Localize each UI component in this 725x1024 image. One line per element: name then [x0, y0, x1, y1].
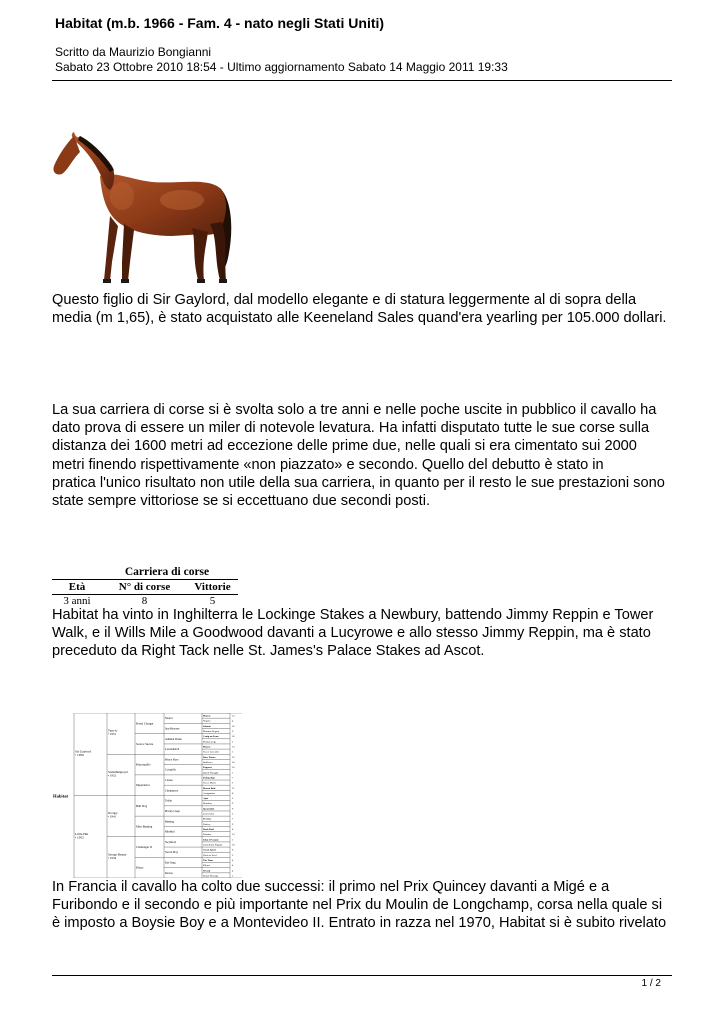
pedigree-gen3: Imperatrice: [136, 783, 150, 788]
pedigree-grandparent: Somethingroyal: [108, 769, 128, 774]
pedigree-gen5: Royal Message: [203, 874, 219, 878]
pedigree-gen5: Rose Prince: [203, 755, 216, 759]
pedigree-family-number: 1: [232, 750, 234, 754]
paragraph-line: La sua carriera di corse si è svolta solo a tre anni e nelle poche uscite in pubblico il cavallo ha: [52, 402, 657, 418]
pedigree-gen4: Prince Rose: [165, 758, 179, 762]
pedigree-gen5: Ajax: [203, 797, 209, 801]
pedigree-gen4: Cosquilla: [165, 768, 176, 772]
pedigree-gen5: Concertina: [203, 812, 214, 816]
pedigree-family-number: 3: [232, 812, 234, 816]
pedigree-family-number: 13: [232, 745, 235, 749]
pedigree-gen3: Source Sucrée: [136, 741, 154, 746]
paragraph-line: Furibondo e il secondo e più importante nel Prix du Moulin de Longchamp, corsa nella quale si: [52, 897, 663, 914]
pedigree-gen4: Swynford: [165, 840, 177, 844]
pedigree-chart: [52, 713, 242, 878]
paragraph-line: Questo figlio di Sir Gaylord, dal modello elegante e di statura leggermente al di sopra della: [52, 292, 637, 308]
pedigree-gen4: Mirthful: [165, 830, 175, 834]
pedigree-gen5: Indolence: [203, 760, 213, 764]
paragraph-line: Habitat ha vinto in Inghilterra le Lockinge Stakes a Newbury, battendo Jimmy Reppin e Tower: [52, 607, 654, 623]
paragraph-line: preceduto da Right Tack nelle St. James's Palace Stakes ad Ascot.: [52, 643, 485, 660]
paragraph-line: Walk, e il Wills Mile a Goodwood davanti a Lucyrowe e allo stesso Jimmy Reppin, ma è stato: [52, 625, 651, 642]
pedigree-family-number: 16: [232, 760, 235, 764]
pedigree-gen5: Sweet Music: [203, 781, 216, 785]
author-line: Scritto da Maurizio Bongianni: [55, 45, 212, 59]
pedigree-gen4: Nearco: [165, 717, 174, 721]
table-cell: 3 anni: [63, 595, 91, 607]
paragraph-line: media (m 1,65), è stato acquistato alle Keeneland Sales quand'era yearling per 105.000 dollari.: [52, 310, 667, 327]
pedigree-grandparent: • 1951: [108, 732, 117, 737]
pedigree-gen3: Princequillo: [136, 762, 151, 767]
pedigree-family-number: 11: [232, 786, 235, 790]
pedigree-gen5: Pharos: [203, 745, 211, 749]
pedigree-family-number: 2: [232, 797, 234, 801]
pedigree-gen5: Polymelian: [203, 776, 215, 780]
pedigree-gen3: Royal Charger: [136, 721, 154, 726]
pedigree-grandparent: • 1952: [108, 773, 117, 778]
page-number: 1 / 2: [641, 978, 661, 989]
pedigree-grandparent: Savage Beauty: [108, 852, 127, 857]
pedigree-family-number: 10: [232, 766, 235, 770]
pedigree-family-number: 7: [232, 776, 234, 780]
date-line: Sabato 23 Ottobre 2010 18:54 - Ultimo aggiornamento Sabato 14 Maggio 2011 19:33: [55, 60, 508, 74]
pedigree-gen5: Puffery: [203, 822, 211, 826]
pedigree-family-number: 13: [232, 714, 235, 718]
paragraph-line: è imposto a Boysie Boy e a Montevideo II. Entrato in razza nel 1970, Habitat si è subito rivelato: [52, 915, 667, 932]
pedigree-family-number: 1: [232, 740, 234, 744]
pedigree-family-number: 7: [232, 817, 234, 821]
pedigree-family-number: 1: [232, 838, 234, 842]
pedigree-gen5: Spearmint: [203, 807, 215, 811]
pedigree-gen5: John O'Gaunt: [203, 838, 219, 842]
pedigree-grandparent: • 1941: [108, 814, 117, 819]
pedigree-gen4: Caruso: [165, 779, 173, 783]
pedigree-gen5: Brown Bud: [203, 786, 216, 790]
pedigree-family-number: 16: [232, 735, 235, 739]
footer-divider: [52, 975, 672, 976]
pedigree-gen3: Miss Bunting: [136, 824, 153, 829]
pedigree-gen5: Canterbury Pilgrim: [203, 843, 223, 847]
paragraph-4: [52, 878, 682, 933]
paragraph-1: [52, 291, 682, 327]
pedigree-gen5: Flash of Steel: [203, 853, 217, 857]
paragraph-3: [52, 606, 682, 661]
pedigree-gen5: Rondeau: [203, 802, 212, 806]
pedigree-gen4: Sword Play: [165, 851, 178, 855]
pedigree-family-number: 9: [232, 822, 234, 826]
pedigree-gen5: Dark Rail: [203, 828, 214, 832]
pedigree-gen5: Great Sport: [203, 848, 216, 852]
pedigree-gen3: Khara: [136, 865, 144, 870]
pedigree-grandparent: Turn-to: [108, 728, 118, 733]
pedigree-family-number: 9: [232, 802, 234, 806]
pedigree-family-number: 8: [232, 848, 234, 852]
pedigree-family-number: 1: [232, 874, 234, 878]
paragraph-line: pratica l'unico risultato non utile della sua carriera, in quanto per il resto le sue prestazioni sono: [52, 474, 665, 491]
pedigree-gen5: Quick Thought: [203, 771, 219, 775]
pedigree-gen5: Pharos: [203, 714, 211, 718]
career-table-title: Carriera di corse: [124, 566, 210, 578]
pedigree-gen5: Kiluna: [203, 864, 210, 868]
pedigree-gen3: Bull Dog: [136, 803, 148, 808]
pedigree-family-number: 1: [232, 771, 234, 775]
pedigree-family-number: 4: [232, 864, 234, 868]
pedigree-gen4: Admiral Drake: [165, 737, 182, 741]
pedigree-grandparent: Occupy: [108, 811, 118, 816]
header-divider: [52, 80, 672, 81]
table-cell: 5: [209, 595, 216, 607]
pedigree-family-number: 9: [232, 730, 234, 734]
pedigree-gen4: Teddy: [165, 799, 172, 803]
document-header: [55, 14, 672, 75]
career-table: [52, 566, 238, 608]
pedigree-parent: • 1959: [75, 753, 84, 758]
pedigree-gen5: Papyrus: [203, 766, 212, 770]
header-cell: N° di corse: [118, 581, 171, 593]
pedigree-gen4: Decree: [165, 871, 173, 875]
pedigree-family-number: 3: [232, 853, 234, 857]
pedigree-gen4: Bunting: [165, 820, 175, 824]
pedigree-family-number: 8: [232, 791, 234, 795]
pedigree-gen4: Sun Princess: [165, 727, 180, 731]
pedigree-family-number: 4: [232, 869, 234, 873]
pedigree-gen5: Dismiss: [203, 833, 212, 837]
pedigree-gen5: Assignation: [203, 791, 215, 795]
pedigree-gen4: Plucky Liege: [165, 809, 180, 813]
pedigree-gen5: The Finn: [203, 858, 213, 862]
career-table-header: [52, 579, 238, 595]
pedigree-gen5: Solario: [203, 724, 211, 728]
paragraph-line: In Francia il cavallo ha colto due successi: il primo nel Prix Quincey davanti a Migé e a: [52, 879, 610, 895]
pedigree-gen4: Kai-Sang: [165, 861, 176, 865]
paragraph-line: distanza dei 1600 metri ad eccezione delle prime due, nelle quali si era cimentato sui 2000: [52, 438, 637, 455]
pedigree-family-number: 2: [232, 781, 234, 785]
page-title: Habitat (m.b. 1966 - Fam. 4 - nato negli Stati Uniti): [55, 15, 385, 31]
pedigree-gen5: Craig an Eran: [203, 735, 219, 739]
table-cell: 8: [141, 595, 148, 607]
pedigree-gen4: Lavendula II: [165, 748, 180, 752]
pedigree-gen5: Wrack: [203, 869, 211, 873]
horse-illustration: [52, 130, 242, 290]
pedigree-family-number: 4: [232, 719, 234, 723]
pedigree-gen5: Sweet Lavender: [203, 750, 220, 754]
pedigree-family-number: 9: [232, 807, 234, 811]
pedigree-family-number: 4: [232, 858, 234, 862]
header-cell: Età: [68, 581, 86, 593]
pedigree-gen5: Nogara: [203, 719, 211, 723]
paragraph-line: dato prova di essere un miler di notevole levatura. Ha infatti disputato tutte le sue corse sulla: [52, 420, 650, 437]
paragraph-line: metri finendo rispettivamente «non piazzato» e secondo. Quello del debutto è stato in: [52, 456, 604, 473]
pedigree-family-number: 23: [232, 833, 235, 837]
header-cell: Vittorie: [194, 581, 231, 593]
paragraph-2: [52, 401, 682, 510]
pedigree-parent: • 1952: [75, 835, 84, 840]
pedigree-gen5: Plucky Liege: [203, 740, 217, 744]
paragraph-line: state sempre vittoriose se si eccettuano due secondi posti.: [52, 493, 431, 510]
pedigree-parent: Sir Gaylord: [75, 749, 91, 754]
pedigree-family-number: 16: [232, 724, 235, 728]
pedigree-parent: Little Hut: [75, 831, 89, 836]
pedigree-grandparent: • 1934: [108, 855, 117, 860]
pedigree-gen5: Mumtaz Begum: [203, 730, 220, 734]
pedigree-family-number: 4: [232, 828, 234, 832]
pedigree-gen3: Challenger II: [136, 845, 152, 850]
pedigree-family-number: 16: [232, 843, 235, 847]
pedigree-gen4: Cinquepace: [165, 789, 179, 793]
pedigree-gen5: Peyruse: [203, 817, 212, 821]
pedigree-horse-name: Habitat: [53, 793, 69, 799]
pedigree-family-number: 22: [232, 755, 235, 759]
